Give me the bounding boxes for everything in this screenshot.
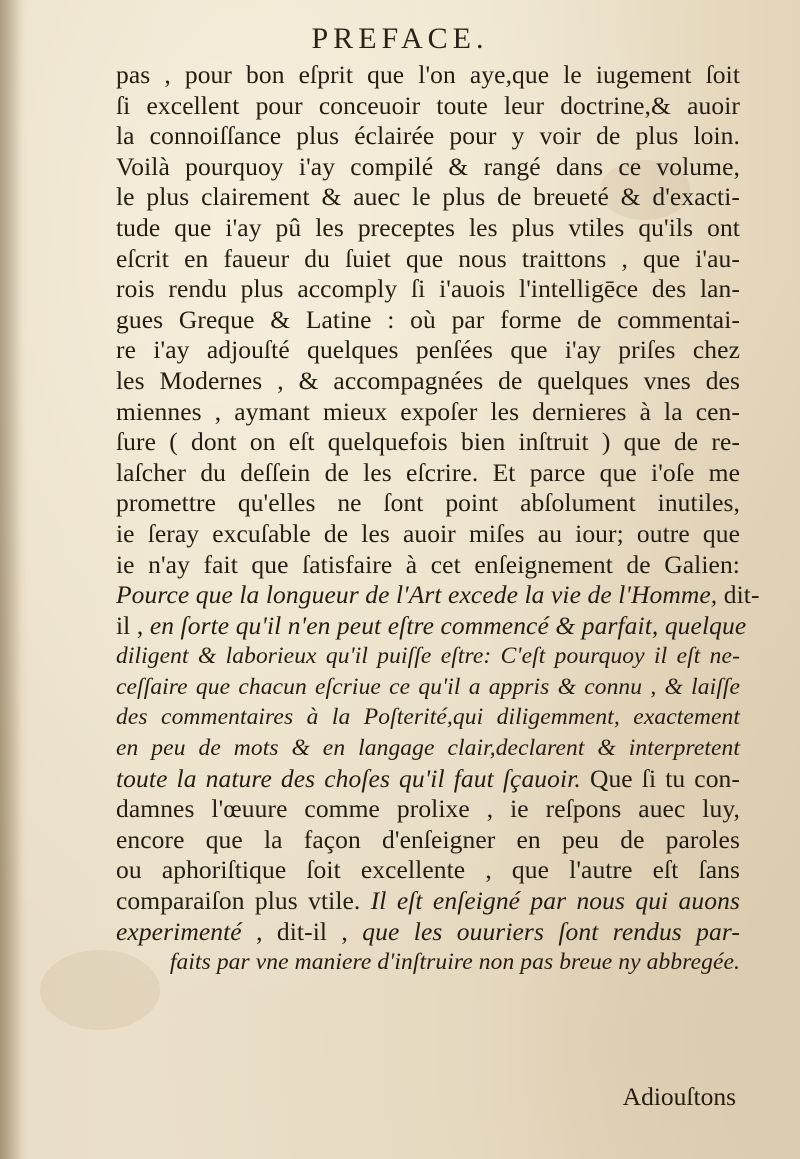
body-text	[116, 60, 760, 978]
roman-span: il ,	[116, 610, 144, 640]
roman-span: Que ſi tu con-	[589, 763, 740, 793]
text-line: des commentaires à la Poſterité,qui diligemment, exactement	[116, 704, 740, 731]
roman-span: , dit-il ,	[256, 916, 363, 946]
text-line: ceſſaire que chacun eſcriue ce qu'il a appris & connu , & laiſſe	[116, 673, 740, 700]
roman-span: dit-	[723, 580, 760, 610]
text-line: tude que i'ay pû les preceptes les plus vtiles qu'ils ont	[116, 212, 740, 242]
text-line	[116, 917, 740, 948]
text-line	[116, 580, 760, 611]
text-line: rois rendu plus accomply ſi i'auois l'intelligēce des lan-	[116, 274, 740, 304]
text-line: miennes , aymant mieux expoſer les dernieres à la cen-	[116, 396, 740, 426]
italic-span: experimenté	[116, 916, 242, 946]
text-line: faits par vne maniere d'inſtruire non pas breue ny abbregée.	[169, 949, 740, 976]
text-line	[116, 764, 740, 795]
text-line: diligent & laborieux qu'il puiſſe eſtre: C'eſt pourquoy il eſt ne-	[116, 643, 740, 670]
italic-span: en ſorte qu'il n'en peut eſtre commencé & parfait, quelque	[149, 610, 747, 640]
italic-span: Pource que la longueur de l'Art excede la vie de l'Homme,	[116, 580, 718, 610]
text-line: le plus clairement & auec le plus de breueté & d'exacti-	[116, 182, 740, 212]
gutter-shadow	[0, 0, 22, 1159]
italic-span: toute la nature des choſes qu'il faut ſçauoir.	[116, 763, 581, 793]
text-line: gues Greque & Latine : où par forme de commentai-	[116, 304, 740, 334]
roman-span: comparaiſon plus vtile.	[116, 886, 371, 916]
text-line: les Modernes , & accompagnées de quelques vnes des	[116, 365, 740, 395]
text-line	[116, 886, 740, 917]
text-line: Voilà pourquoy i'ay compilé & rangé dans ce volume,	[116, 151, 740, 181]
text-line: pas , pour bon eſprit que l'on aye,que le iugement ſoit	[116, 60, 740, 89]
text-line: ie ſeray excuſable de les auoir miſes au iour; outre que	[116, 518, 740, 548]
text-line: ie n'ay fait que ſatisfaire à cet enſeignement de Galien:	[116, 549, 740, 579]
catchword: Adiouſtons	[622, 1082, 736, 1111]
text-line: damnes l'œuure comme prolixe , ie reſpons auec luy,	[116, 794, 740, 824]
text-line: promettre qu'elles ne ſont point abſolument inutiles,	[116, 488, 740, 518]
text-line: en peu de mots & en langage clair,declarent & interpretent	[116, 735, 740, 762]
text-line: laſcher du deſſein de les eſcrire. Et parce que i'oſe me	[116, 457, 740, 487]
text-line	[116, 610, 747, 642]
italic-span: Il eſt enſeigné par nous qui auons	[370, 886, 740, 916]
running-head: PREFACE.	[311, 22, 489, 55]
text-line: ſure ( dont on eſt quelquefois bien inſtruit ) que de re-	[116, 427, 740, 457]
text-line: ou aphoriſtique ſoit excellente , que l'autre eſt ſans	[116, 855, 740, 885]
italic-span: que les ouuriers ſont rendus par-	[362, 916, 740, 946]
text-line: re i'ay adjouſté quelques penſées que i'ay priſes chez	[116, 335, 740, 365]
text-line: encore que la façon d'enſeigner en peu de paroles	[116, 824, 740, 854]
text-line: eſcrit en faueur du ſuiet que nous traittons , que i'au-	[116, 243, 740, 273]
text-line: la connoiſſance plus éclairée pour y voir de plus loin.	[116, 121, 740, 151]
text-line: ſi excellent pour conceuoir toute leur doctrine,& auoir	[116, 90, 740, 120]
